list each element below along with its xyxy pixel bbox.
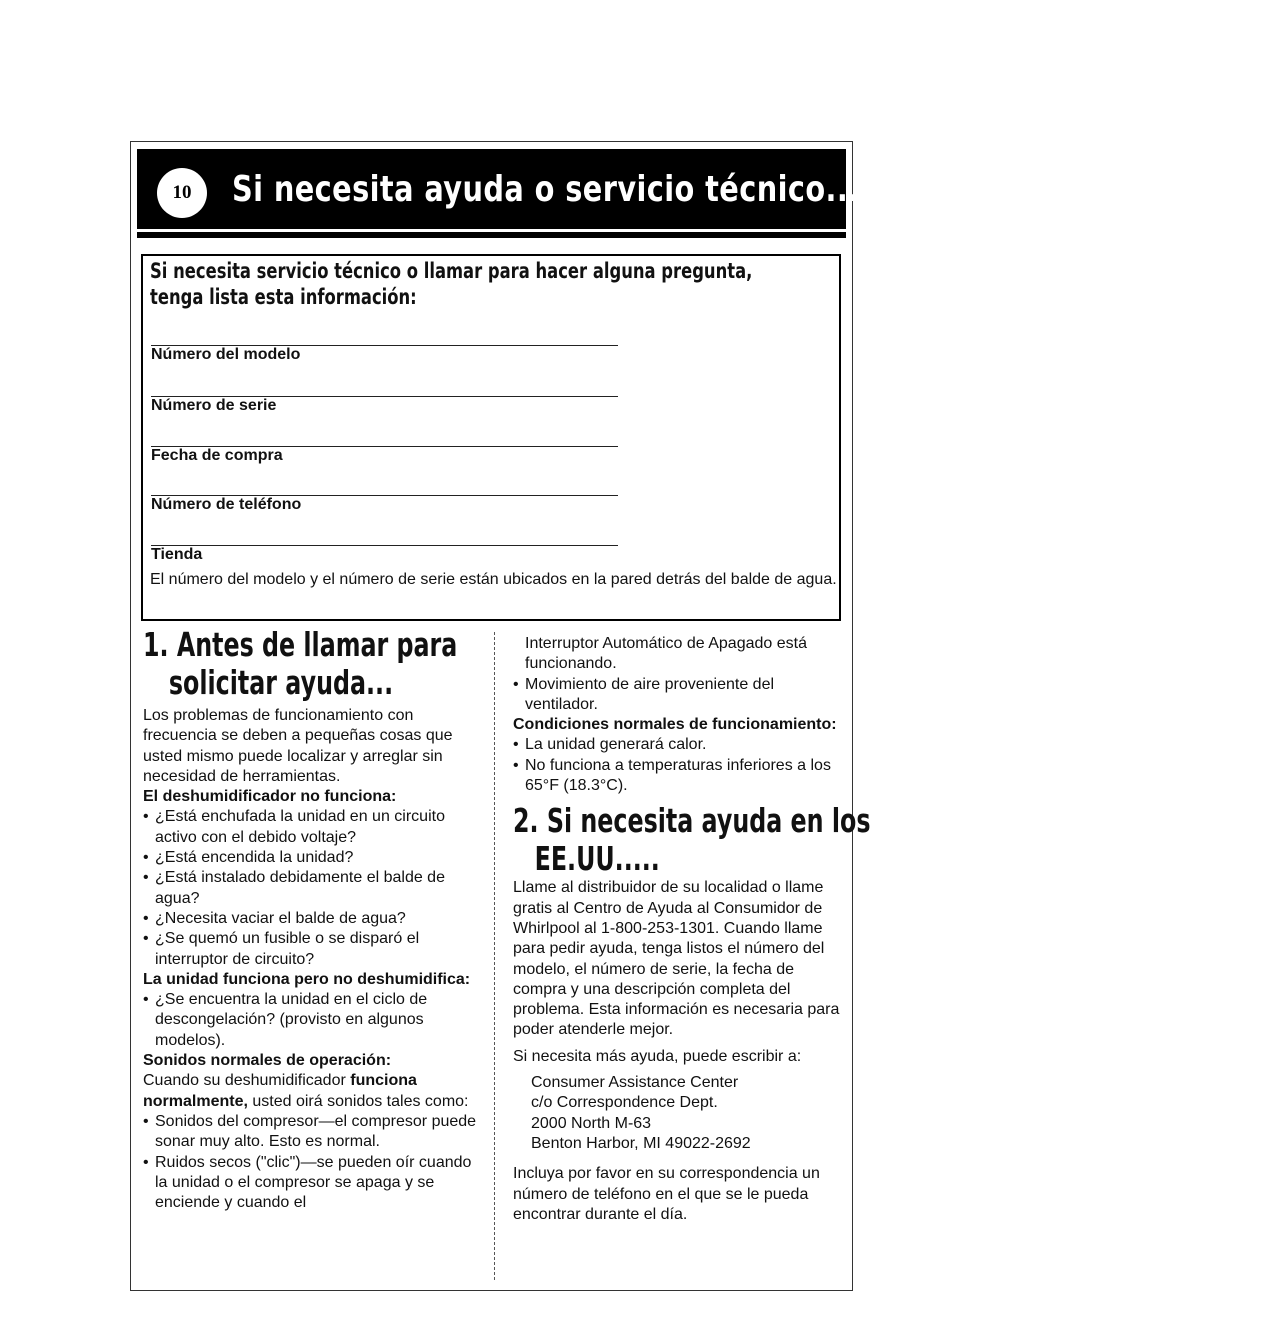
info-note: El número del modelo y el número de serie están ubicados en la pared detrás del balde de agua. [150, 571, 837, 588]
no-funciona-heading: El deshumidificador no funciona: [143, 788, 397, 806]
left-column [143, 626, 483, 1213]
field-label: Número del modelo [151, 346, 301, 363]
list-item: • ¿Se encuentra la unidad en el ciclo de descongelación? (provisto en algunos modelos). [143, 990, 483, 1051]
address-line: 2000 North M-63 [531, 1114, 652, 1132]
field-label: Número de teléfono [151, 496, 302, 513]
section2-title-line2: EE.UU..... [534, 839, 660, 879]
list-item: • ¿Se quemó un fusible o se disparó el interruptor de circuito? [143, 929, 483, 970]
condiciones-heading: Condiciones normales de funcionamiento: [513, 716, 837, 734]
field-label: Número de serie [151, 397, 277, 414]
page-title: Si necesita ayuda o servicio técnico... [232, 169, 860, 210]
section1-intro: Los problemas de funcionamiento con frecuencia se deben a pequeñas cosas que usted mismo puede localizar y arreglar sin necesidad de herramientas. [143, 707, 453, 785]
field-label: Fecha de compra [151, 447, 283, 464]
section1-title-line1: 1. Antes de llamar para [143, 625, 458, 664]
column-divider [494, 632, 495, 1280]
sonidos-heading: Sonidos normales de operación: [143, 1052, 392, 1070]
address-line: Consumer Assistance Center [531, 1074, 739, 1092]
section2-body: Llame al distribuidor de su localidad o llame gratis al Centro de Ayuda al Consumidor de Whirlpool al 1-800-253-1301. Cuando llame para pedir ayuda, tenga listos el número del modelo, el número de serie, la fecha de compra y una descripción completa del problema. Esta información es necesaria para poder atenderle mejor. [513, 879, 840, 1039]
continuation-text: Interruptor Automático de Apagado está funcionando. [525, 635, 807, 673]
list-item: • Movimiento de aire proveniente del ventilador. [513, 675, 846, 716]
right-column [513, 634, 871, 1225]
list-item: • Ruidos secos ("clic")—se pueden oír cuando la unidad o el compresor se apaga y se enciende y cuando el [143, 1153, 483, 1214]
no-deshumidifica-heading: La unidad funciona pero no deshumidifica: [143, 970, 471, 988]
section-number-badge: 10 [157, 168, 207, 218]
sonidos-intro-bold: funciona normalmente, [143, 1072, 417, 1110]
list-item: • ¿Está enchufada la unidad en un circuito activo con el debido voltaje? [143, 807, 483, 848]
field-serial-number [151, 396, 618, 419]
field-purchase-date [151, 446, 618, 469]
sonidos-intro [143, 1071, 483, 1112]
write-intro: Si necesita más ayuda, puede escribir a: [513, 1047, 802, 1065]
sonidos-intro-b: usted oirá sonidos tales como: [252, 1092, 469, 1110]
address-line: Benton Harbor, MI 49022-2692 [531, 1134, 751, 1152]
list-item: • La unidad generará calor. [513, 735, 846, 755]
field-store [151, 545, 618, 568]
list-item: • ¿Está instalado debidamente el balde de agua? [143, 868, 483, 909]
info-intro: Si necesita servicio técnico o llamar para hacer alguna pregunta, tenga lista esta información: [150, 259, 753, 309]
banner-underline [137, 232, 846, 238]
closing-text: Incluya por favor en su correspondencia un número de teléfono en el que se le pueda encontrar durante el día. [513, 1165, 820, 1223]
section2-title-line1: 2. Si necesita ayuda en los [513, 801, 871, 841]
list-item: • Sonidos del compresor—el compresor puede sonar muy alto. Esto es normal. [143, 1112, 483, 1153]
field-label: Tienda [151, 546, 203, 563]
section1-title-line2: solicitar ayuda... [168, 663, 394, 702]
sonidos-intro-a: Cuando su deshumidificador [143, 1072, 346, 1090]
field-phone-number [151, 495, 618, 518]
list-item: • ¿Necesita vaciar el balde de agua? [143, 909, 483, 929]
field-model-number [151, 345, 618, 368]
list-item: • ¿Está encendida la unidad? [143, 848, 483, 868]
address-line: c/o Correspondence Dept. [531, 1094, 718, 1112]
list-item: • No funciona a temperaturas inferiores a los 65°F (18.3°C). [513, 756, 846, 797]
